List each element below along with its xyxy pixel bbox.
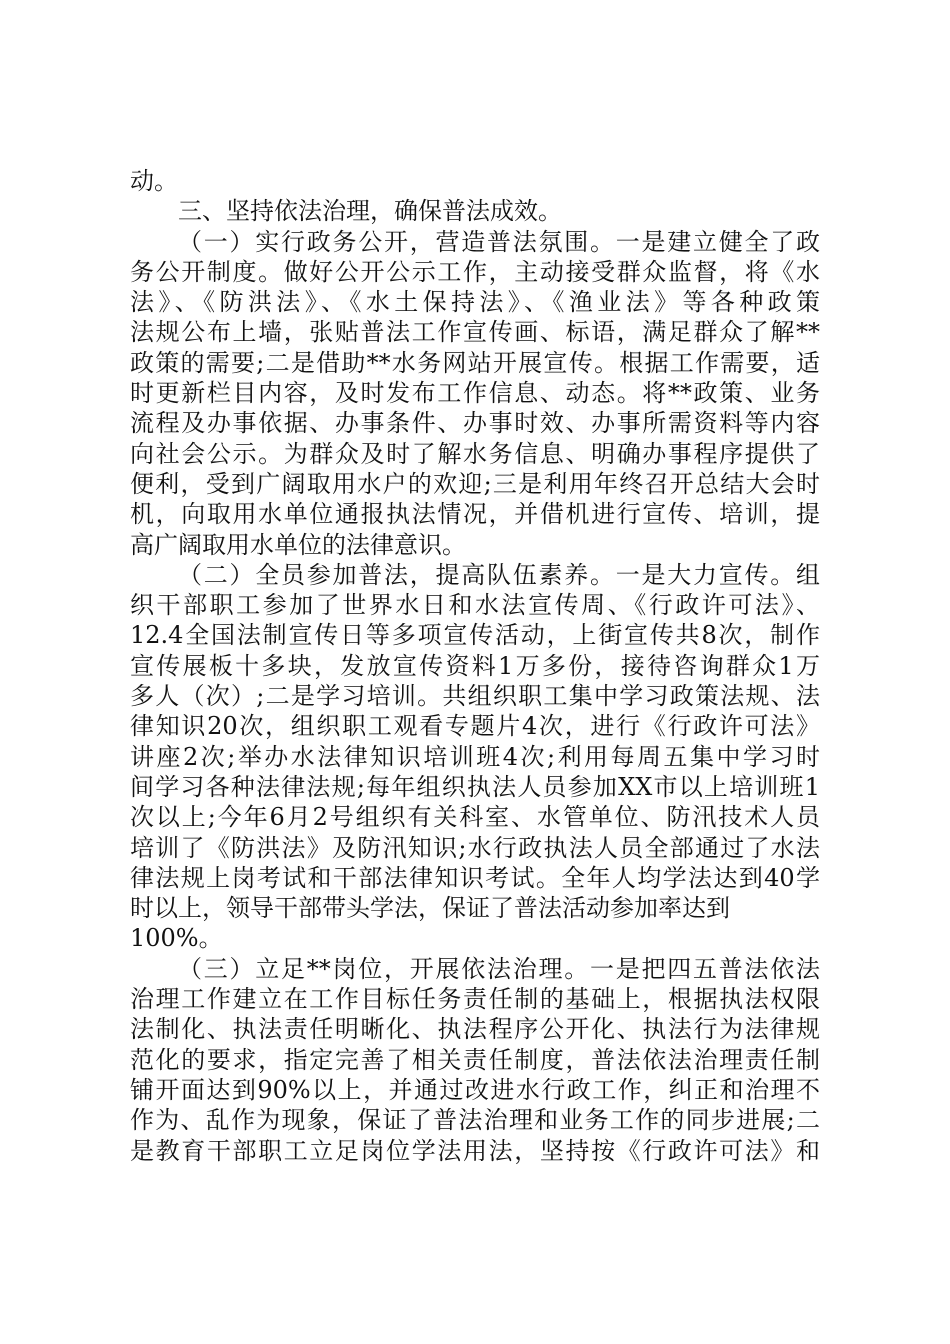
text-line: 铺开面达到90%以上，并通过改进水行政工作，纠正和治理不 — [130, 1075, 820, 1104]
text-line: 作为、乱作为现象，保证了普法治理和业务工作的同步进展;二 — [130, 1106, 820, 1135]
text-line: 时以上，领导干部带头学法，保证了普法活动参加率达到 — [130, 894, 730, 923]
text-line: 律法规上岗考试和干部法律知识考试。全年人均学法达到40学 — [130, 863, 820, 892]
text-line: 间学习各种法律法规;每年组织执法人员参加XX市以上培训班1 — [130, 772, 820, 801]
text-line: 政策的需要;二是借助**水务网站开展宣传。根据工作需要，适 — [130, 348, 820, 377]
text-line: 治理工作建立在工作目标任务责任制的基础上，根据执法权限 — [130, 985, 820, 1014]
text-line: 机，向取用水单位通报执法情况，并借机进行宣传、培训，提 — [130, 500, 820, 529]
text-line: 培训了《防洪法》及防汛知识;水行政执法人员全部通过了水法 — [130, 833, 820, 862]
body-text — [130, 166, 820, 1166]
text-line: 务公开制度。做好公开公示工作，主动接受群众监督，将《水 — [130, 257, 820, 286]
text-line: 讲座2次;举办水法律知识培训班4次;利用每周五集中学习时 — [130, 742, 820, 771]
text-line: 100%。 — [130, 924, 223, 953]
text-line: 流程及办事依据、办事条件、办事时效、办事所需资料等内容 — [130, 409, 820, 438]
text-line: （二）全员参加普法，提高队伍素养。一是大力宣传。组 — [178, 560, 820, 589]
text-line: 法制化、执法责任明晰化、执法程序公开化、执法行为法律规 — [130, 1015, 820, 1044]
text-line: 律知识20次，组织职工观看专题片4次，进行《行政许可法》 — [130, 712, 820, 741]
text-line: （一）实行政务公开，营造普法氛围。一是建立健全了政 — [178, 227, 820, 256]
text-line: 高广阔取用水单位的法律意识。 — [130, 530, 466, 559]
text-line: 范化的要求，指定完善了相关责任制度，普法依法治理责任制 — [130, 1045, 820, 1074]
text-line: 是教育干部职工立足岗位学法用法，坚持按《行政许可法》和 — [130, 1136, 820, 1165]
text-line: 12.4全国法制宣传日等多项宣传活动，上街宣传共8次，制作 — [130, 621, 820, 650]
text-line: 宣传展板十多块，发放宣传资料1万多份，接待咨询群众1万 — [130, 651, 820, 680]
text-line: 便利，受到广阔取用水户的欢迎;三是利用年终召开总结大会时 — [130, 469, 820, 498]
text-line: 织干部职工参加了世界水日和水法宣传周、《行政许可法》、 — [130, 591, 820, 620]
text-line: 多人（次）;二是学习培训。共组织职工集中学习政策法规、法 — [130, 682, 820, 711]
text-line: 三、坚持依法治理，确保普法成效。 — [178, 197, 562, 226]
text-line: 向社会公示。为群众及时了解水务信息、明确办事程序提供了 — [130, 439, 820, 468]
text-line: （三）立足**岗位，开展依法治理。一是把四五普法依法 — [178, 954, 820, 983]
text-line: 次以上;今年6月2号组织有关科室、水管单位、防汛技术人员 — [130, 803, 820, 832]
text-line: 时更新栏目内容，及时发布工作信息、动态。将**政策、业务 — [130, 379, 820, 408]
text-line: 法》、《防洪法》、《水土保持法》、《渔业法》等各种政策 — [130, 288, 820, 317]
text-line: 法规公布上墙，张贴普法工作宣传画、标语，满足群众了解** — [130, 318, 820, 347]
text-line: 动。 — [130, 167, 178, 195]
